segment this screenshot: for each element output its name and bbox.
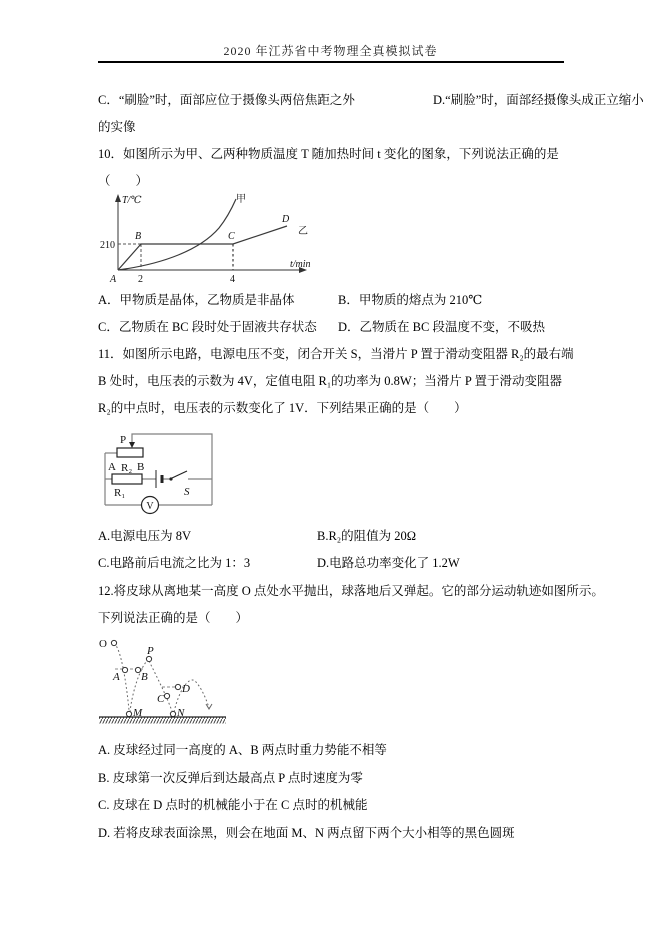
graph-label-yi: 乙	[298, 226, 308, 237]
trajectory-label-O: O	[99, 638, 107, 650]
q9-option-d: D.“刷脸”时，面部经摄像头成正立缩小	[433, 93, 644, 107]
ball-at-A	[122, 667, 127, 672]
slider-arrow	[129, 442, 135, 448]
trajectory-label-C: C	[157, 693, 165, 705]
figure-temperature-time-graph	[98, 186, 330, 286]
trajectory-end-arrow	[206, 704, 212, 709]
circuit-label-R1: R₁	[114, 487, 126, 499]
figure-ball-trajectory	[96, 635, 236, 730]
graph-tick-210: 210	[100, 240, 115, 251]
graph-x-axis-label: t/min	[290, 259, 311, 270]
ball-at-M	[126, 711, 131, 716]
q10-text-line2: （ ）	[98, 174, 149, 188]
q12-text-line2: 下列说法正确的是（ ）	[98, 611, 249, 625]
trajectory-label-M: M	[133, 707, 143, 719]
q11-text-line2: B 处时，电压表的示数为 4V，定值电阻 R₁的功率为 0.8W；当滑片 P 置于滑动变阻器	[98, 374, 562, 388]
q10-option-a: A．甲物质是晶体，乙物质是非晶体	[98, 293, 295, 307]
q11-text-line1: 11．如图所示电路，电源电压不变，闭合开关 S，当滑片 P 置于滑动变阻器 R₂的最右端	[98, 347, 574, 361]
ground-hatching	[99, 718, 226, 724]
graph-origin-A: A	[110, 274, 117, 285]
question-10-options	[98, 287, 565, 341]
ball-at-C	[164, 693, 169, 698]
graph-point-D: D	[282, 214, 290, 225]
q9-option-d-continuation: 的实像	[98, 120, 136, 134]
q12-option-c: C. 皮球在 D 点时的机械能小于在 C 点时的机械能	[98, 798, 368, 812]
ball-at-O	[111, 640, 116, 645]
ball-at-N	[170, 711, 175, 716]
question-12-options	[98, 737, 565, 847]
question-11-stem	[98, 341, 574, 422]
q12-text-line1: 12.将皮球从离地某一高度 O 点处水平抛出，球落地后又弹起。它的部分运动轨迹如图所示。	[98, 584, 604, 598]
q11-option-b: B.R₂的阻值为 20Ω	[317, 529, 417, 543]
ball-at-B	[135, 667, 140, 672]
question-11-options	[98, 523, 565, 577]
circuit-label-P: P	[120, 434, 127, 446]
graph-y-axis-label: T/℃	[122, 195, 142, 206]
voltmeter-label: V	[146, 501, 154, 512]
question-9-options-fragment	[98, 87, 644, 141]
q11-option-c: C.电路前后电流之比为 1：3	[98, 556, 251, 570]
circuit-label-S: S	[184, 486, 190, 498]
q9-option-c: C．“刷脸”时，面部应位于摄像头两倍焦距之外	[98, 93, 355, 107]
q12-option-d: D. 若将皮球表面涂黑，则会在地面 M、N 两点留下两个大小相等的黑色圆斑	[98, 825, 515, 840]
graph-point-B: B	[135, 231, 142, 242]
ball-at-D	[175, 684, 180, 689]
q10-option-b: B．甲物质的熔点为 210℃	[338, 293, 483, 307]
resistor-body	[112, 474, 142, 484]
trajectory-label-N: N	[177, 707, 185, 719]
q10-option-d: D．乙物质在 BC 段温度不变，不吸热	[338, 320, 545, 334]
rheostat-body	[117, 448, 143, 457]
circuit-label-B: B	[137, 461, 145, 473]
q10-text-line1: 10．如图所示为甲、乙两种物质温度 T 随加热时间 t 变化的图象，下列说法正确的是	[98, 147, 559, 161]
q11-option-a: A.电源电压为 8V	[98, 529, 192, 543]
trajectory-label-D: D	[182, 683, 190, 695]
ball-at-P	[146, 656, 151, 661]
graph-tick-2: 2	[138, 274, 143, 285]
curve-yi	[118, 226, 287, 270]
q11-text-line3: R₂的中点时，电压表的示数变化了 1V．下列结果正确的是（ ）	[98, 401, 467, 415]
circuit-label-R2: R₂	[121, 462, 133, 474]
figure-circuit-diagram	[100, 428, 218, 518]
circuit-label-A: A	[108, 461, 116, 473]
q12-option-b: B. 皮球第一次反弹后到达最高点 P 点时速度为零	[98, 770, 363, 785]
graph-tick-4: 4	[230, 274, 235, 285]
graph-point-C: C	[228, 231, 235, 242]
question-12-stem	[98, 578, 604, 632]
y-axis-arrow	[115, 194, 121, 202]
trajectory-label-P: P	[147, 645, 154, 657]
q11-option-d: D.电路总功率变化了 1.2W	[317, 556, 460, 570]
trajectory-label-B: B	[141, 671, 148, 683]
switch-blade	[172, 471, 187, 478]
q12-option-a: A. 皮球经过同一高度的 A、B 两点时重力势能不相等	[98, 743, 387, 757]
trajectory-label-A: A	[113, 671, 120, 683]
graph-label-jia: 甲	[236, 194, 246, 205]
header-divider	[98, 61, 564, 63]
q10-option-c: C．乙物质在 BC 段时处于固液共存状态	[98, 320, 317, 334]
page-title: 2020 年江苏省中考物理全真模拟试卷	[223, 44, 438, 58]
